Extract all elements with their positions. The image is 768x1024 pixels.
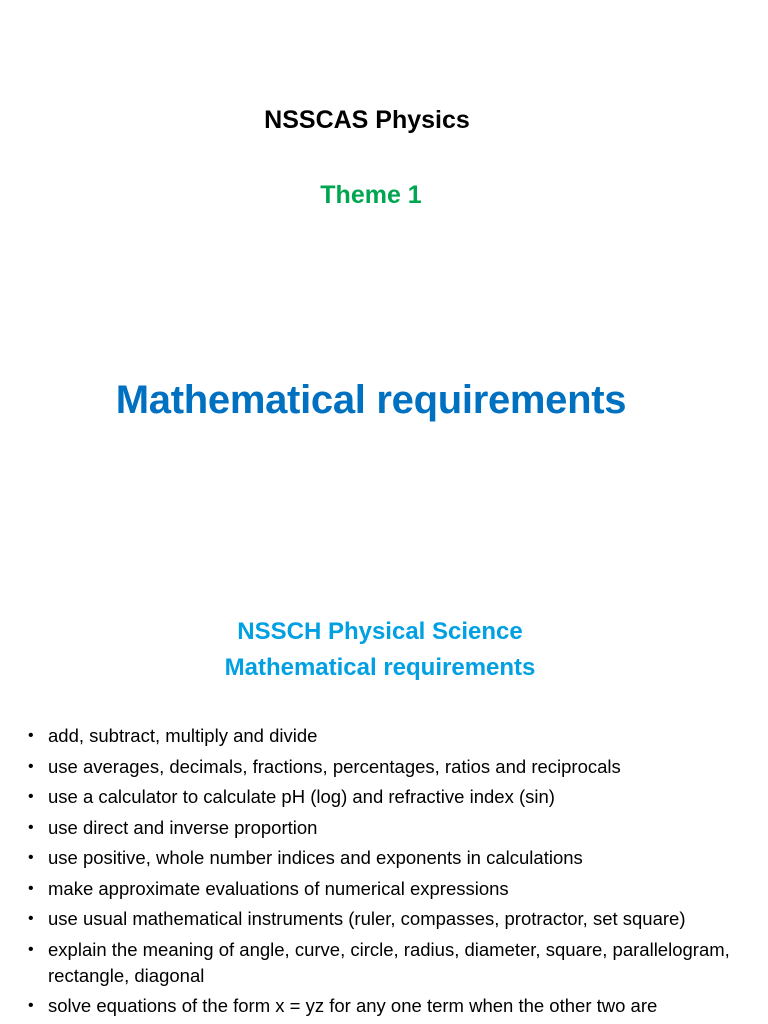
theme-label: Theme 1: [320, 181, 422, 209]
section-heading-line-1: NSSCH Physical Science: [237, 618, 523, 645]
list-item: [28, 784, 758, 810]
list-item-text: add, subtract, multiply and divide: [48, 725, 318, 746]
bullet-icon: •: [28, 727, 34, 744]
list-item-text: use a calculator to calculate pH (log) and refractive index (sin): [48, 786, 555, 807]
list-item: [28, 845, 758, 871]
list-item: [28, 876, 758, 902]
bullet-icon: •: [28, 997, 34, 1014]
bullet-icon: •: [28, 849, 34, 866]
list-item: [28, 723, 758, 749]
bullet-icon: •: [28, 818, 34, 836]
list-item-text: use averages, decimals, fractions, percentages, ratios and reciprocals: [48, 755, 621, 777]
bullet-icon: •: [28, 757, 34, 775]
bullet-icon: •: [28, 788, 34, 805]
list-item: [28, 754, 758, 780]
bullet-icon: •: [28, 940, 34, 958]
list-item-text: use usual mathematical instruments (ruler, compasses, protractor, set square): [48, 908, 686, 929]
list-item: [28, 937, 758, 989]
list-item: [28, 815, 758, 841]
list-item-text: use positive, whole number indices and exponents in calculations: [48, 847, 583, 868]
list-item-text: use direct and inverse proportion: [48, 816, 318, 838]
section-heading: [0, 614, 760, 686]
course-title: NSSCAS Physics: [264, 106, 470, 134]
requirements-list: [28, 723, 758, 1024]
main-heading: Mathematical requirements: [115, 378, 627, 422]
list-item-text: explain the meaning of angle, curve, circle, radius, diameter, square, parallelogram, rectangle, diagonal: [48, 938, 730, 986]
list-item-text: make approximate evaluations of numerical expressions: [48, 877, 509, 899]
list-item: [28, 906, 758, 932]
bullet-icon: •: [28, 910, 34, 927]
list-item: [28, 993, 758, 1019]
section-heading-line-2: Mathematical requirements: [224, 654, 536, 681]
list-item-text: solve equations of the form x = yz for any one term when the other two are: [48, 995, 658, 1016]
bullet-icon: •: [28, 879, 34, 897]
